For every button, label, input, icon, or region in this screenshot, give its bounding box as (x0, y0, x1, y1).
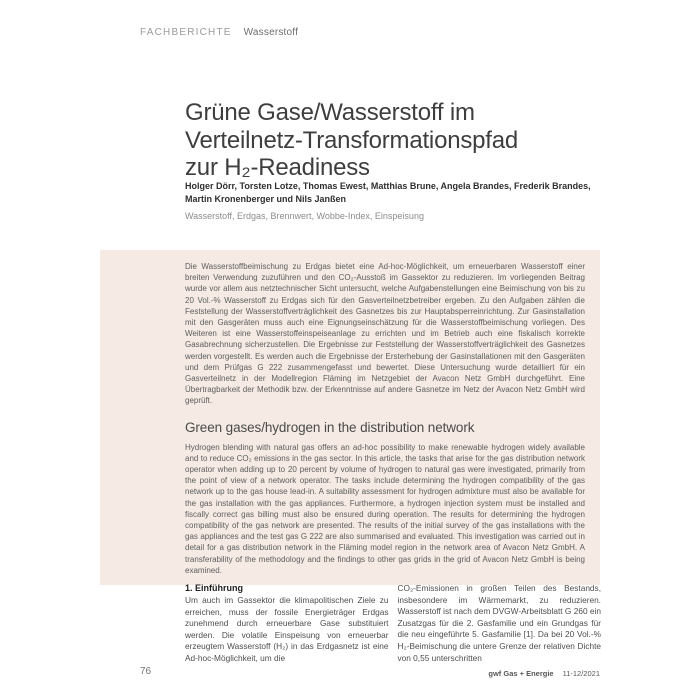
abstract-box (100, 250, 600, 585)
abstract-english-heading: Green gases/hydrogen in the distribution network (185, 419, 475, 435)
article-title-line-1: Grüne Gase/Wasserstoff im (185, 99, 475, 127)
journal-issue: 11-12/2021 (562, 669, 600, 678)
page-number: 76 (140, 666, 152, 677)
running-head-topic: Wasserstoff (243, 27, 299, 38)
author-list-line-2: Martin Kronenberger und Nils Janßen (185, 193, 347, 204)
abstract-english-text: Hydrogen blending with natural gas offers an ad-hoc possibility to make renewable hydrogen widely available and to reduce CO₂ emissions in the gas sector. In this article, the tasks that arise for the gas distribution network operator when adding up to 20 percent by volume of hydrogen to natural gas were investigated, primarily from the point of view of a network operator. The tasks include determining the hydrogen compatibility of the gas network up to the gas house lead-in. A suitability assessment for hydrogen admixture must also be available for the gas installation with the gas appliances. Furthermore, a hydrogen injection system must be installed and fiscally correct gas billing must also be ensured during operation. The results for determining the hydrogen compatibility of the gas network are presented. The results of the initial survey of the gas installations with the gas appliances and the test gas G 222 are also summarised and evaluated. This investigation was carried out in detail for a gas distribution network in the Fläming model region in the network area of Avacon Netz GmbH. A transferability of the methodology and the findings to other gas grids in the grid of Avacon Netz GmbH is being examined. (185, 442, 585, 575)
body-column-left (185, 583, 389, 665)
article-title-line-3: zur H₂-Readiness (185, 154, 370, 182)
running-head (140, 27, 298, 38)
section-heading-einfuehrung: 1. Einführung (185, 583, 243, 593)
running-head-section: FACHBERICHTE (140, 27, 232, 38)
body-columns (185, 583, 601, 665)
author-list-line-1: Holger Dörr, Torsten Lotze, Thomas Ewest, Matthias Brune, Angela Brandes, Frederik Brandes, (185, 181, 591, 191)
keyword-list: Wasserstoff, Erdgas, Brennwert, Wobbe-Index, Einspeisung (185, 211, 424, 221)
body-right-paragraph: CO₂-Emissionen in großen Teilen des Bestands, insbesondere im Wärmemarkt, zu reduzieren. Wasserstoff ist nach dem DVGW-Arbeitsblatt G 260 ein Zusatzgas für die 2. Gasfamilie und ein Grundgas für die neu eingeführte 5. Gasfamilie [1]. Da bei 20 Vol.-% H₂-Beimischung die untere Grenze der relativen Dichte von 0,55 unterschritten (397, 583, 601, 663)
body-left-paragraph: Um auch im Gassektor die klimapolitischen Ziele zu erreichen, muss der fossile Energieträger Erdgas zunehmend durch erneuerbare Gase substituiert werden. Die volatile Einspeisung von erneuerbar erzeugtem Wasserstoff (H₂) in das Erdgasnetz ist eine Ad-hoc-Möglichkeit, um die (185, 595, 389, 663)
journal-footer (488, 669, 600, 678)
article-title-line-2: Verteilnetz-Transformationspfad (185, 126, 519, 154)
abstract-german-text: Die Wasserstoffbeimischung zu Erdgas bietet eine Ad-hoc-Möglichkeit, um erneuerbaren Wasserstoff einer breiten Verwendung zuzuführen und den CO₂-Ausstoß im Gassektor zu reduzieren. Im vorliegenden Beitrag wurde vor allem aus netztechnischer Sicht untersucht, welche Aufgabenstellungen eine Beimischung von bis zu 20 Vol.-% Wasserstoff zu Erdgas sich für den Gasverteilnetzbetreiber ergeben. Zu den Aufgaben zählen die Feststellung der Wasserstoffverträglichkeit des Gasnetzes bis zur Hauptabsperreinrichtung. Zur Gasinstallation mit den Gasgeräten muss auch eine Eignungseinschätzung für die Wasserstoffbeimischung vorliegen. Des Weiteren ist eine Wasserstoffeinspeiseanlage zu errichten und im Betrieb auch eine fiskalisch korrekte Gasabrechnung sicherzustellen. Die Ergebnisse zur Feststellung der Wasserstoffverträglichkeit des Gasnetzes werden vorgestellt. Es werden auch die Ergebnisse der Ersterhebung der Gasinstallationen mit den Gasgeräten und dem Prüfgas G 222 zusammengefasst und bewertet. Diese Untersuchung wurde detailliert für ein Gasverteilnetz in der Modellregion Fläming im Netzgebiet der Avacon Netz GmbH durchgeführt. Eine Übertragbarkeit der Methodik bzw. der Erkenntnisse auf andere Gasnetze im Netz der Avacon Netz GmbH wird geprüft. (185, 262, 585, 406)
body-column-right (398, 583, 602, 665)
journal-name: gwf Gas + Energie (488, 669, 554, 678)
author-list (185, 180, 610, 205)
article-title (185, 99, 615, 182)
